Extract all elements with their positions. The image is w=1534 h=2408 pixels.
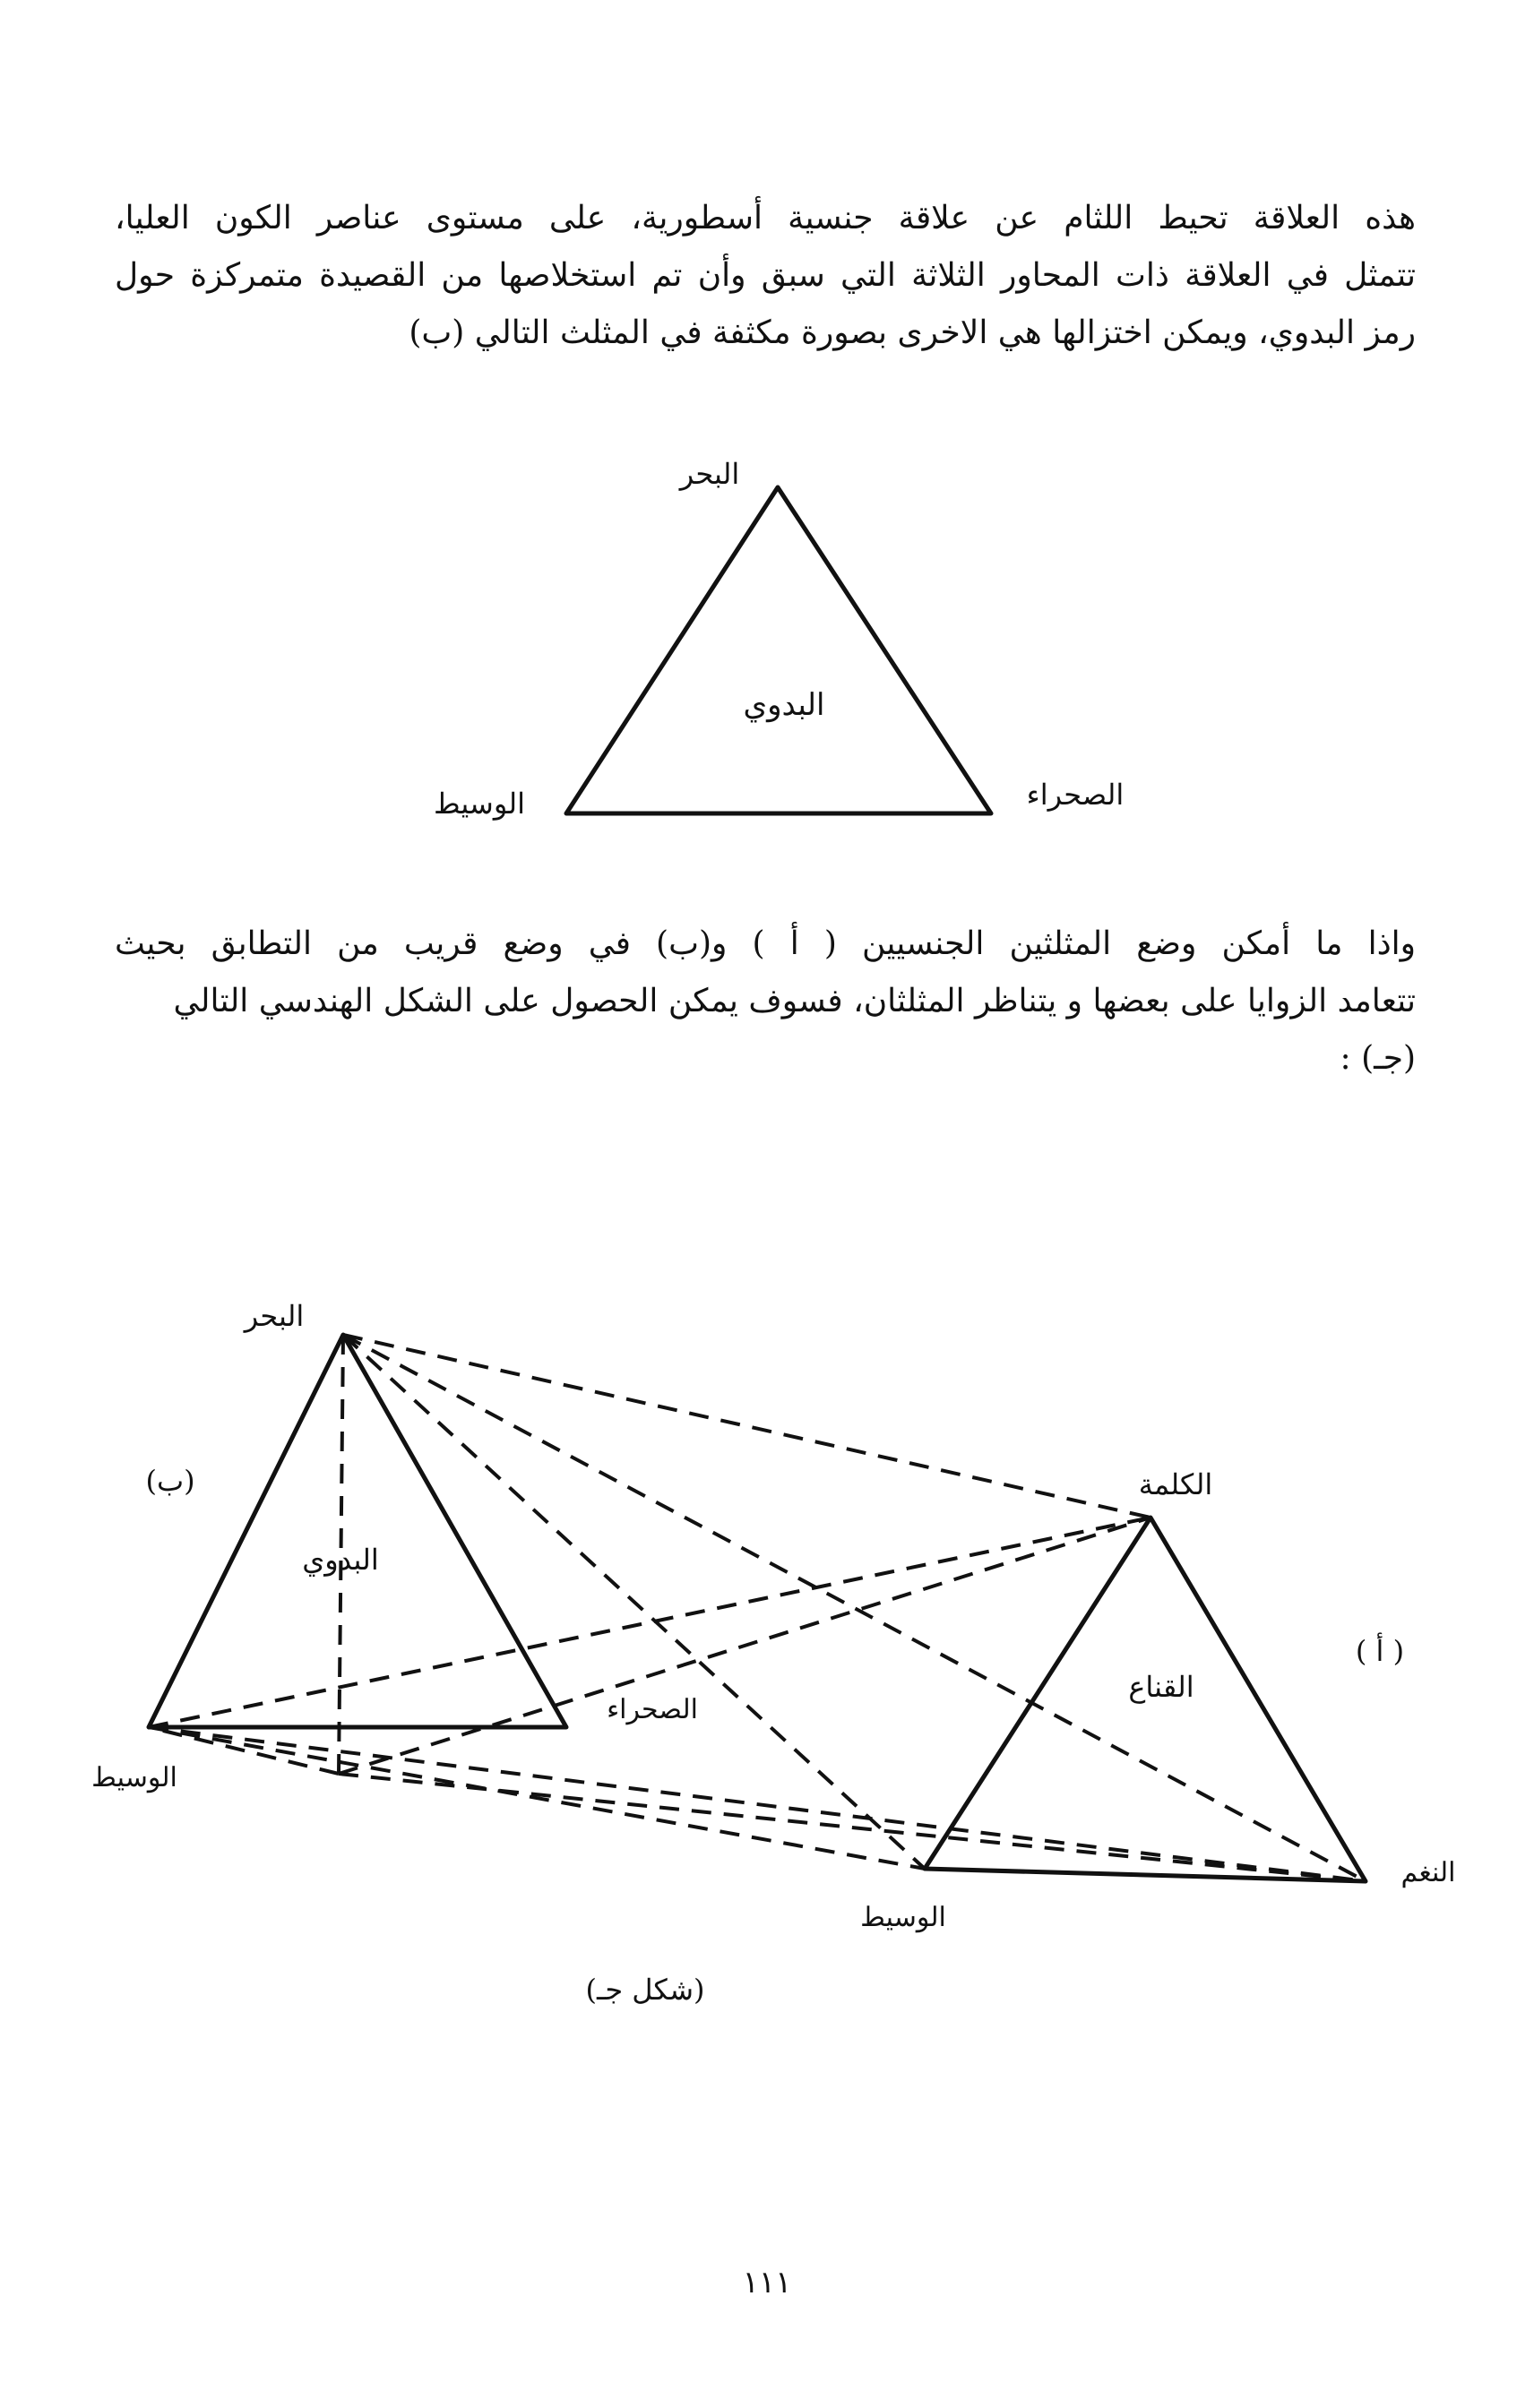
triangle-b-left-label: الوسيط: [433, 787, 526, 821]
dashed-sea-to-word: [343, 1335, 1150, 1518]
paragraph-1: [115, 190, 1416, 362]
paragraph-2-line-1: واذا ما أمكن وضع المثلثين الجنسيين ( أ ) و(ب) في وضع قريب من التطابق بحيث: [115, 925, 1417, 962]
figure-c-caption: (شكل جـ): [585, 1973, 705, 2007]
figure-c-b-left-label: الوسيط: [91, 1762, 177, 1793]
figure-c-dashed-lines: [149, 1335, 1366, 1881]
triangle-b-shape: [566, 487, 991, 813]
triangle-b-center-label: البدوي: [743, 687, 825, 723]
figure-c-b-right-label: الصحراء: [607, 1694, 698, 1725]
figure-c-triangle-b: [149, 1335, 566, 1727]
triangle-b-diagram: [0, 448, 1534, 842]
paragraph-1-line-3: رمز البدوي، ويمكن اختزالها هي الاخرى بصورة مكثفة في المثلث التالي (ب): [409, 314, 1416, 351]
figure-c-b-apex-label: البحر: [244, 1299, 305, 1333]
figure-c-a-left-label: الوسيط: [860, 1902, 946, 1933]
triangle-b-apex-label: البحر: [679, 457, 740, 491]
paragraph-1-line-1: هذه العلاقة تحيط اللثام عن علاقة جنسية أسطورية، على مستوى عناصر الكون العليا،: [115, 200, 1416, 236]
figure-c-b-tag: (ب): [145, 1464, 195, 1498]
figure-c-diagram: [0, 1290, 1534, 2007]
dashed-base-point-to-word: [339, 1518, 1150, 1774]
figure-c-a-center-label: القناع: [1128, 1670, 1194, 1704]
paragraph-1-line-2: تتمثل في العلاقة ذات المحاور الثلاثة التي سبق وأن تم استخلاصها من القصيدة متمركزة حول: [115, 257, 1416, 294]
paragraph-2: [115, 916, 1416, 1088]
dashed-base-point-to-melody: [339, 1774, 1366, 1881]
figure-c-b-center-label: البدوي: [302, 1543, 379, 1577]
figure-c-a-apex-label: الكلمة: [1138, 1467, 1213, 1501]
page-number: ١١١: [742, 2265, 792, 2300]
dashed-mediator-b-to-mediator-a: [149, 1727, 925, 1869]
figure-c-a-right-label: النغم: [1400, 1857, 1456, 1888]
figure-c-a-tag: ( أ ): [1355, 1634, 1405, 1668]
paragraph-2-line-2: تتعامد الزوايا على بعضها و يتناظر المثلثان، فسوف يمكن الحصول على الشكل الهندسي التالي (جـ) :: [173, 983, 1416, 1077]
triangle-b-right-label: الصحراء: [1026, 778, 1125, 812]
dashed-mediator-b-to-melody: [149, 1727, 1366, 1881]
